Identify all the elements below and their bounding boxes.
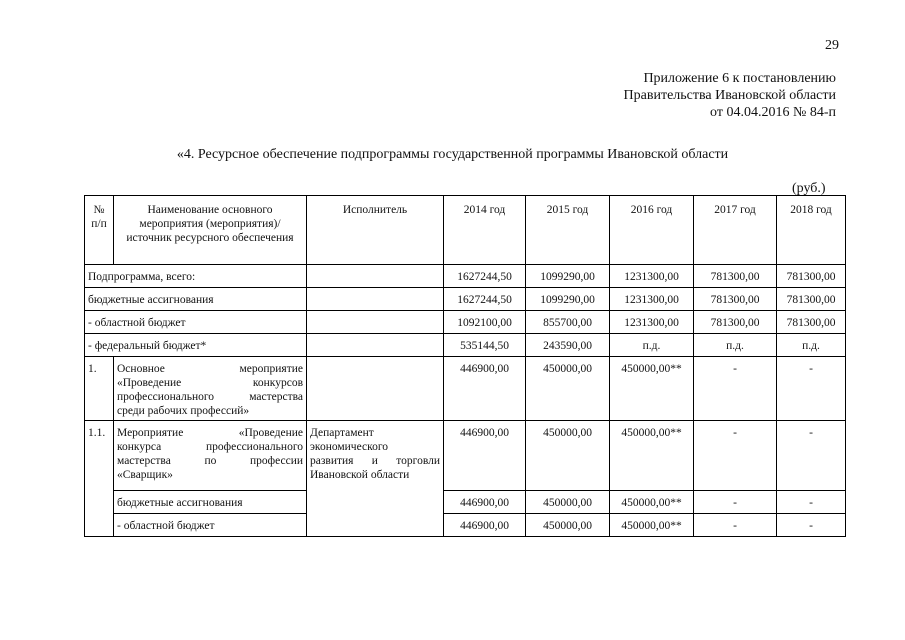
value-cell: 243590,00 <box>526 334 610 357</box>
activity-name-line: мастерства по профессии <box>117 455 303 467</box>
executor-cell <box>307 357 444 421</box>
value-cell: 1099290,00 <box>526 265 610 288</box>
value-cell: 855700,00 <box>526 311 610 334</box>
row-number: 1.1. <box>85 421 114 537</box>
value-cell: 1099290,00 <box>526 288 610 311</box>
value-cell: 781300,00 <box>777 311 846 334</box>
value-cell: - <box>777 491 846 514</box>
value-cell: 1092100,00 <box>444 311 526 334</box>
table-row <box>85 288 846 311</box>
table-row <box>85 514 846 537</box>
value-cell: 450000,00 <box>526 514 610 537</box>
activity-name-line: «Проведение конкурсов <box>117 377 303 389</box>
value-cell: - <box>777 514 846 537</box>
row-label: - областной бюджет <box>114 514 307 537</box>
value-cell: 446900,00 <box>444 357 526 421</box>
value-cell: 450000,00** <box>610 357 694 421</box>
value-cell: 446900,00 <box>444 421 526 491</box>
appendix-line-2: Правительства Ивановской области <box>623 88 836 103</box>
header-year: 2014 год <box>444 196 526 265</box>
value-cell: 1627244,50 <box>444 288 526 311</box>
executor-line: Департамент <box>310 427 374 439</box>
activity-name <box>114 421 307 491</box>
row-label: - федеральный бюджет* <box>85 334 307 357</box>
table-row <box>85 491 846 514</box>
row-label: бюджетные ассигнования <box>85 288 307 311</box>
value-cell: 781300,00 <box>694 311 777 334</box>
value-cell: 1231300,00 <box>610 311 694 334</box>
value-cell: 781300,00 <box>777 288 846 311</box>
executor-line: экономического <box>310 441 389 453</box>
value-cell: 450000,00** <box>610 421 694 491</box>
value-cell: 781300,00 <box>694 265 777 288</box>
value-cell: - <box>777 357 846 421</box>
value-cell: 450000,00 <box>526 357 610 421</box>
value-cell: 1627244,50 <box>444 265 526 288</box>
appendix-line-1: Приложение 6 к постановлению <box>643 71 836 86</box>
executor-cell <box>307 311 444 334</box>
value-cell: - <box>694 514 777 537</box>
value-cell: п.д. <box>694 334 777 357</box>
executor-cell <box>307 334 444 357</box>
value-cell: 446900,00 <box>444 491 526 514</box>
header-year: 2017 год <box>694 196 777 265</box>
row-label: - областной бюджет <box>85 311 307 334</box>
value-cell: 450000,00 <box>526 491 610 514</box>
table-row <box>85 311 846 334</box>
header-executor: Исполнитель <box>307 196 444 265</box>
executor-cell <box>307 265 444 288</box>
activity-name-line: конкурса профессионального <box>117 441 303 453</box>
value-cell: п.д. <box>610 334 694 357</box>
value-cell: 450000,00** <box>610 514 694 537</box>
value-cell: - <box>694 491 777 514</box>
header-year: 2016 год <box>610 196 694 265</box>
value-cell: 781300,00 <box>694 288 777 311</box>
table-row <box>85 421 846 491</box>
activity-name-line: среди рабочих профессий» <box>117 405 250 417</box>
row-number: 1. <box>85 357 114 421</box>
row-label: бюджетные ассигнования <box>114 491 307 514</box>
value-cell: п.д. <box>777 334 846 357</box>
table-row <box>85 265 846 288</box>
value-cell: - <box>694 357 777 421</box>
value-cell: - <box>777 421 846 491</box>
activity-name <box>114 357 307 421</box>
table-row <box>85 334 846 357</box>
value-cell: 1231300,00 <box>610 265 694 288</box>
header-num: № п/п <box>85 196 114 265</box>
page-number: 29 <box>825 38 839 53</box>
table-header-row <box>85 196 846 265</box>
activity-name-line: Мероприятие «Проведение <box>117 427 303 439</box>
unit-label: (руб.) <box>792 181 826 196</box>
resource-table <box>84 195 846 537</box>
header-year: 2015 год <box>526 196 610 265</box>
row-label: Подпрограмма, всего: <box>85 265 307 288</box>
table-row <box>85 357 846 421</box>
activity-name-line: «Сварщик» <box>117 469 173 481</box>
value-cell: 1231300,00 <box>610 288 694 311</box>
executor-cell <box>307 421 444 537</box>
executor-cell <box>307 288 444 311</box>
executor-line: Ивановской области <box>310 469 410 481</box>
activity-name-line: Основное мероприятие <box>117 363 303 375</box>
value-cell: 450000,00 <box>526 421 610 491</box>
header-year: 2018 год <box>777 196 846 265</box>
appendix-line-3: от 04.04.2016 № 84-п <box>710 105 836 120</box>
header-name: Наименование основного мероприятия (мероприятия)/источник ресурсного обеспечения <box>114 196 307 265</box>
value-cell: - <box>694 421 777 491</box>
appendix-note <box>624 70 836 121</box>
value-cell: 781300,00 <box>777 265 846 288</box>
section-title: «4. Ресурсное обеспечение подпрограммы государственной программы Ивановской области <box>176 147 729 162</box>
activity-name-line: профессионального мастерства <box>117 391 303 403</box>
value-cell: 450000,00** <box>610 491 694 514</box>
value-cell: 535144,50 <box>444 334 526 357</box>
executor-line: развития и торговли <box>310 455 440 467</box>
value-cell: 446900,00 <box>444 514 526 537</box>
